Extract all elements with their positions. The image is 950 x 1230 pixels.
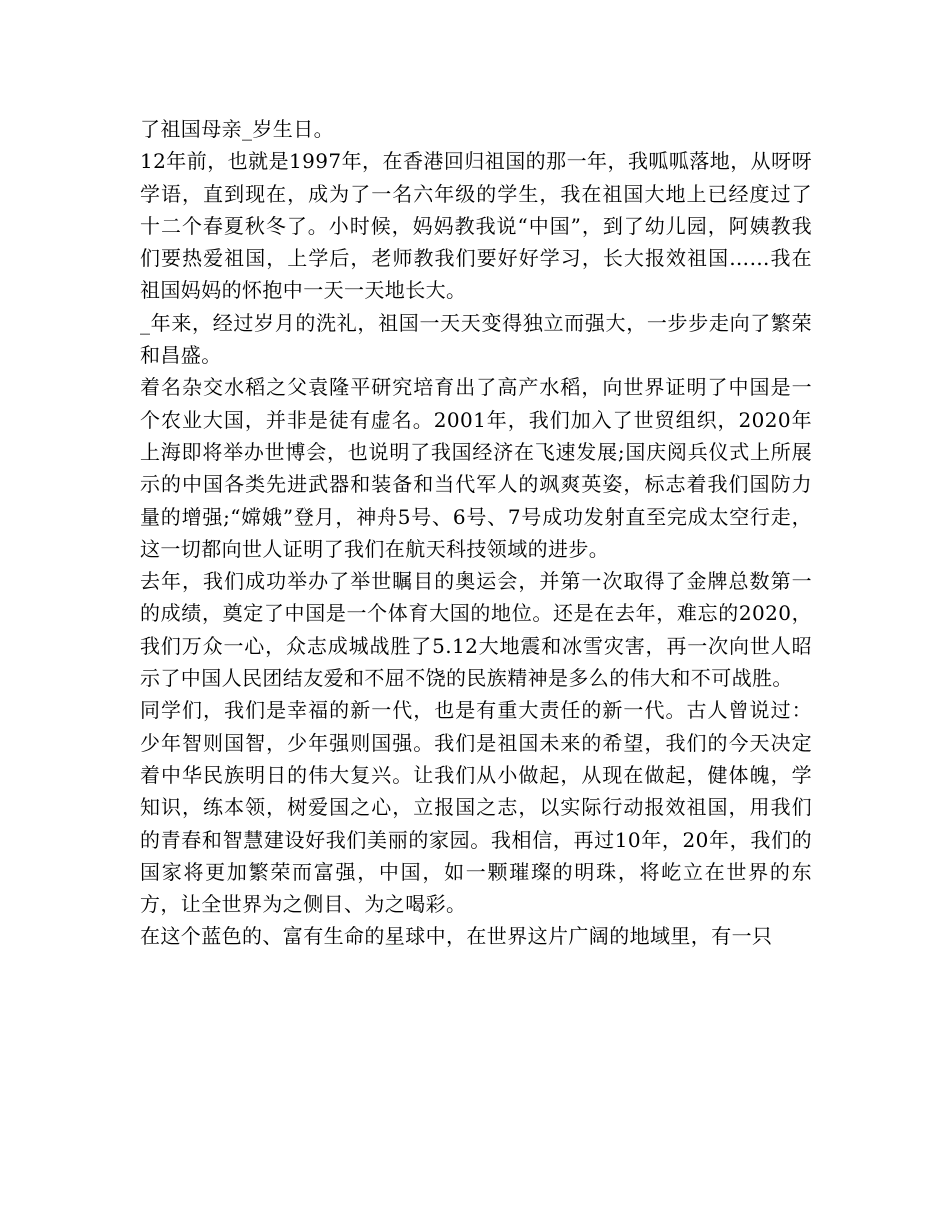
paragraph-1: 了祖国母亲_岁生日。 [140, 117, 334, 141]
paragraph-6: 同学们，我们是幸福的新一代，也是有重大责任的新一代。古人曾说过：少年智则国智，少年强则国强。我们是祖国未来的希望，我们的今天决定着中华民族明日的伟大复兴。让我们从小做起，从现在做起，健体魄，学知识，练本领，树爱国之心，立报国之志，以实际行动报效祖国，用我们的青春和智慧建设好我们美丽的家园。我相信，再过10年，20年，我们的国家将更加繁荣而富强，中国，如一颗璀璨的明珠，将屹立在世界的东方，让全世界为之侧目、为之喝彩。 [140, 698, 812, 917]
document-body [140, 113, 812, 953]
paragraph-7: 在这个蓝色的、富有生命的星球中，在世界这片广阔的地域里，有一只 [140, 924, 773, 949]
paragraph-2: 12年前，也就是1997年，在香港回归祖国的那一年，我呱呱落地，从呀呀学语，直到现在，成为了一名六年级的学生，我在祖国大地上已经度过了十二个春夏秋冬了。小时候，妈妈教我说“中国”，到了幼儿园，阿姨教我们要热爱祖国，上学后，老师教我们要好好学习，长大报效祖国……我在祖国妈妈的怀抱中一天一天地长大。 [140, 149, 812, 303]
paragraph-5: 去年，我们成功举办了举世瞩目的奥运会，并第一次取得了金牌总数第一的成绩，奠定了中国是一个体育大国的地位。还是在去年，难忘的2020，我们万众一心，众志成城战胜了5.12大地震和冰雪灾害，再一次向世人昭示了中国人民团结友爱和不屈不饶的民族精神是多么的伟大和不可战胜。 [140, 569, 812, 691]
paragraph-3: _年来，经过岁月的洗礼，祖国一天天变得独立而强大，一步步走向了繁荣和昌盛。 [140, 310, 812, 368]
paragraph-4: 着名杂交水稻之父袁隆平研究培育出了高产水稻，向世界证明了中国是一个农业大国，并非是徒有虚名。2001年，我们加入了世贸组织，2020年上海即将举办世博会，也说明了我国经济在飞速发展;国庆阅兵仪式上所展示的中国各类先进武器和装备和当代军人的飒爽英姿，标志着我们国防力量的增强;“嫦娥”登月，神舟5号、6号、7号成功发射直至完成太空行走，这一切都向世人证明了我们在航天科技领域的进步。 [140, 375, 812, 561]
